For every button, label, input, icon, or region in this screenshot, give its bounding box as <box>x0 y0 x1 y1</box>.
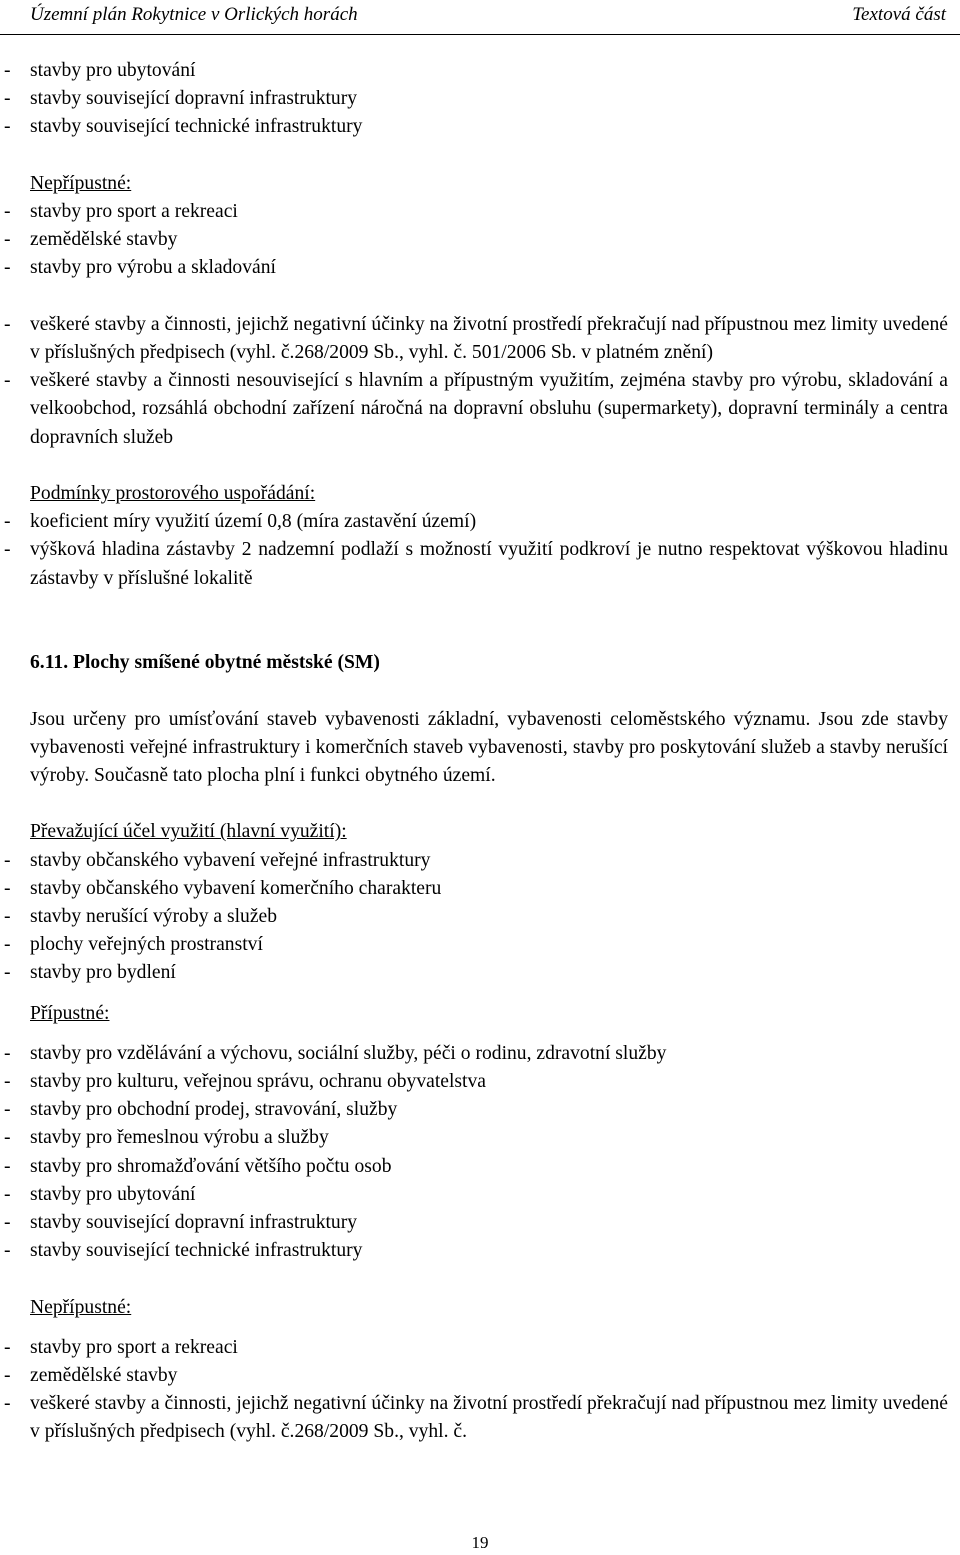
list-item: - stavby související dopravní infrastruktury <box>0 1209 960 1237</box>
section-paragraph: Jsou určeny pro umísťování staveb vybavenosti základní, vybavenosti celoměstského významu. Jsou zde stavby vybavenosti veřejné infrastruktury i komerčních staveb vybavenosti, stavby pro poskytování služeb a stavby nerušící výroby. Současně tato plocha plní i funkci obytného území. <box>30 708 948 786</box>
section-heading: 6.11. Plochy smíšené obytné městské (SM) <box>30 652 380 674</box>
page-number: 19 <box>471 1533 489 1552</box>
list-item: - stavby související technické infrastruktury <box>0 113 960 141</box>
list-item: - zemědělské stavby <box>0 226 960 254</box>
list-item: - koeficient míry využití území 0,8 (míra zastavění území) <box>0 508 960 536</box>
list-item: - stavby občanského vybavení veřejné infrastruktury <box>0 847 960 875</box>
header-section-name: Textová část <box>852 4 946 25</box>
document-body <box>0 57 960 1447</box>
list-item: - stavby pro ubytování <box>0 1181 960 1209</box>
list-item: - stavby pro vzdělávání a výchovu, sociální služby, péči o rodinu, zdravotní služby <box>0 1040 960 1068</box>
header-rule <box>0 34 960 35</box>
header-document-title: Územní plán Rokytnice v Orlických horách <box>30 4 358 25</box>
list-item: - výšková hladina zástavby 2 nadzemní podlaží s možností využití podkroví je nutno respektovat výškovou hladinu zástavby v příslušné lokalitě <box>0 536 960 592</box>
list-item: - stavby pro bydlení <box>0 959 960 987</box>
list-item: - stavby pro kulturu, veřejnou správu, ochranu obyvatelstva <box>0 1068 960 1096</box>
subheading-nepripustne: Nepřípustné: <box>30 1296 132 1318</box>
list-item: - stavby pro ubytování <box>0 57 960 85</box>
list-item: - stavby pro sport a rekreaci <box>0 198 960 226</box>
list-item: - stavby nerušící výroby a služeb <box>0 903 960 931</box>
list-item: - stavby pro výrobu a skladování <box>0 254 960 282</box>
list-item: - stavby pro sport a rekreaci <box>0 1334 960 1362</box>
list-item: - stavby pro shromažďování většího počtu osob <box>0 1153 960 1181</box>
list-item: - stavby pro řemeslnou výrobu a služby <box>0 1124 960 1152</box>
list-item: - veškeré stavby a činnosti, jejichž negativní účinky na životní prostředí překračují nad přípustnou mez limity uvedené v příslušných předpisech (vyhl. č.268/2009 Sb., vyhl. č. <box>0 1390 960 1446</box>
subheading-prevazujici: Převažující účel využití (hlavní využití): <box>30 821 347 843</box>
list-item: - stavby související dopravní infrastruktury <box>0 85 960 113</box>
list-item: - stavby pro obchodní prodej, stravování, služby <box>0 1096 960 1124</box>
list-item: - stavby související technické infrastruktury <box>0 1237 960 1265</box>
list-item: - stavby občanského vybavení komerčního charakteru <box>0 875 960 903</box>
list-item: - veškeré stavby a činnosti nesouvisející s hlavním a přípustným využitím, zejména stavby pro výrobu, skladování a velkoobchod, rozsáhlá obchodní zařízení náročná na dopravní obsluhu (supermarkety), dopravní terminály a centra dopravních služeb <box>0 367 960 452</box>
list-item: - veškeré stavby a činnosti, jejichž negativní účinky na životní prostředí překračují nad přípustnou mez limity uvedené v příslušných předpisech (vyhl. č.268/2009 Sb., vyhl. č. 501/2006 Sb. v platném znění) <box>0 311 960 367</box>
subheading-pripustne: Přípustné: <box>30 1002 110 1024</box>
list-item: - zemědělské stavby <box>0 1362 960 1390</box>
list-item: - plochy veřejných prostranství <box>0 931 960 959</box>
subheading-podminky: Podmínky prostorového uspořádání: <box>30 483 316 504</box>
subheading-nepripustne: Nepřípustné: <box>30 172 132 194</box>
